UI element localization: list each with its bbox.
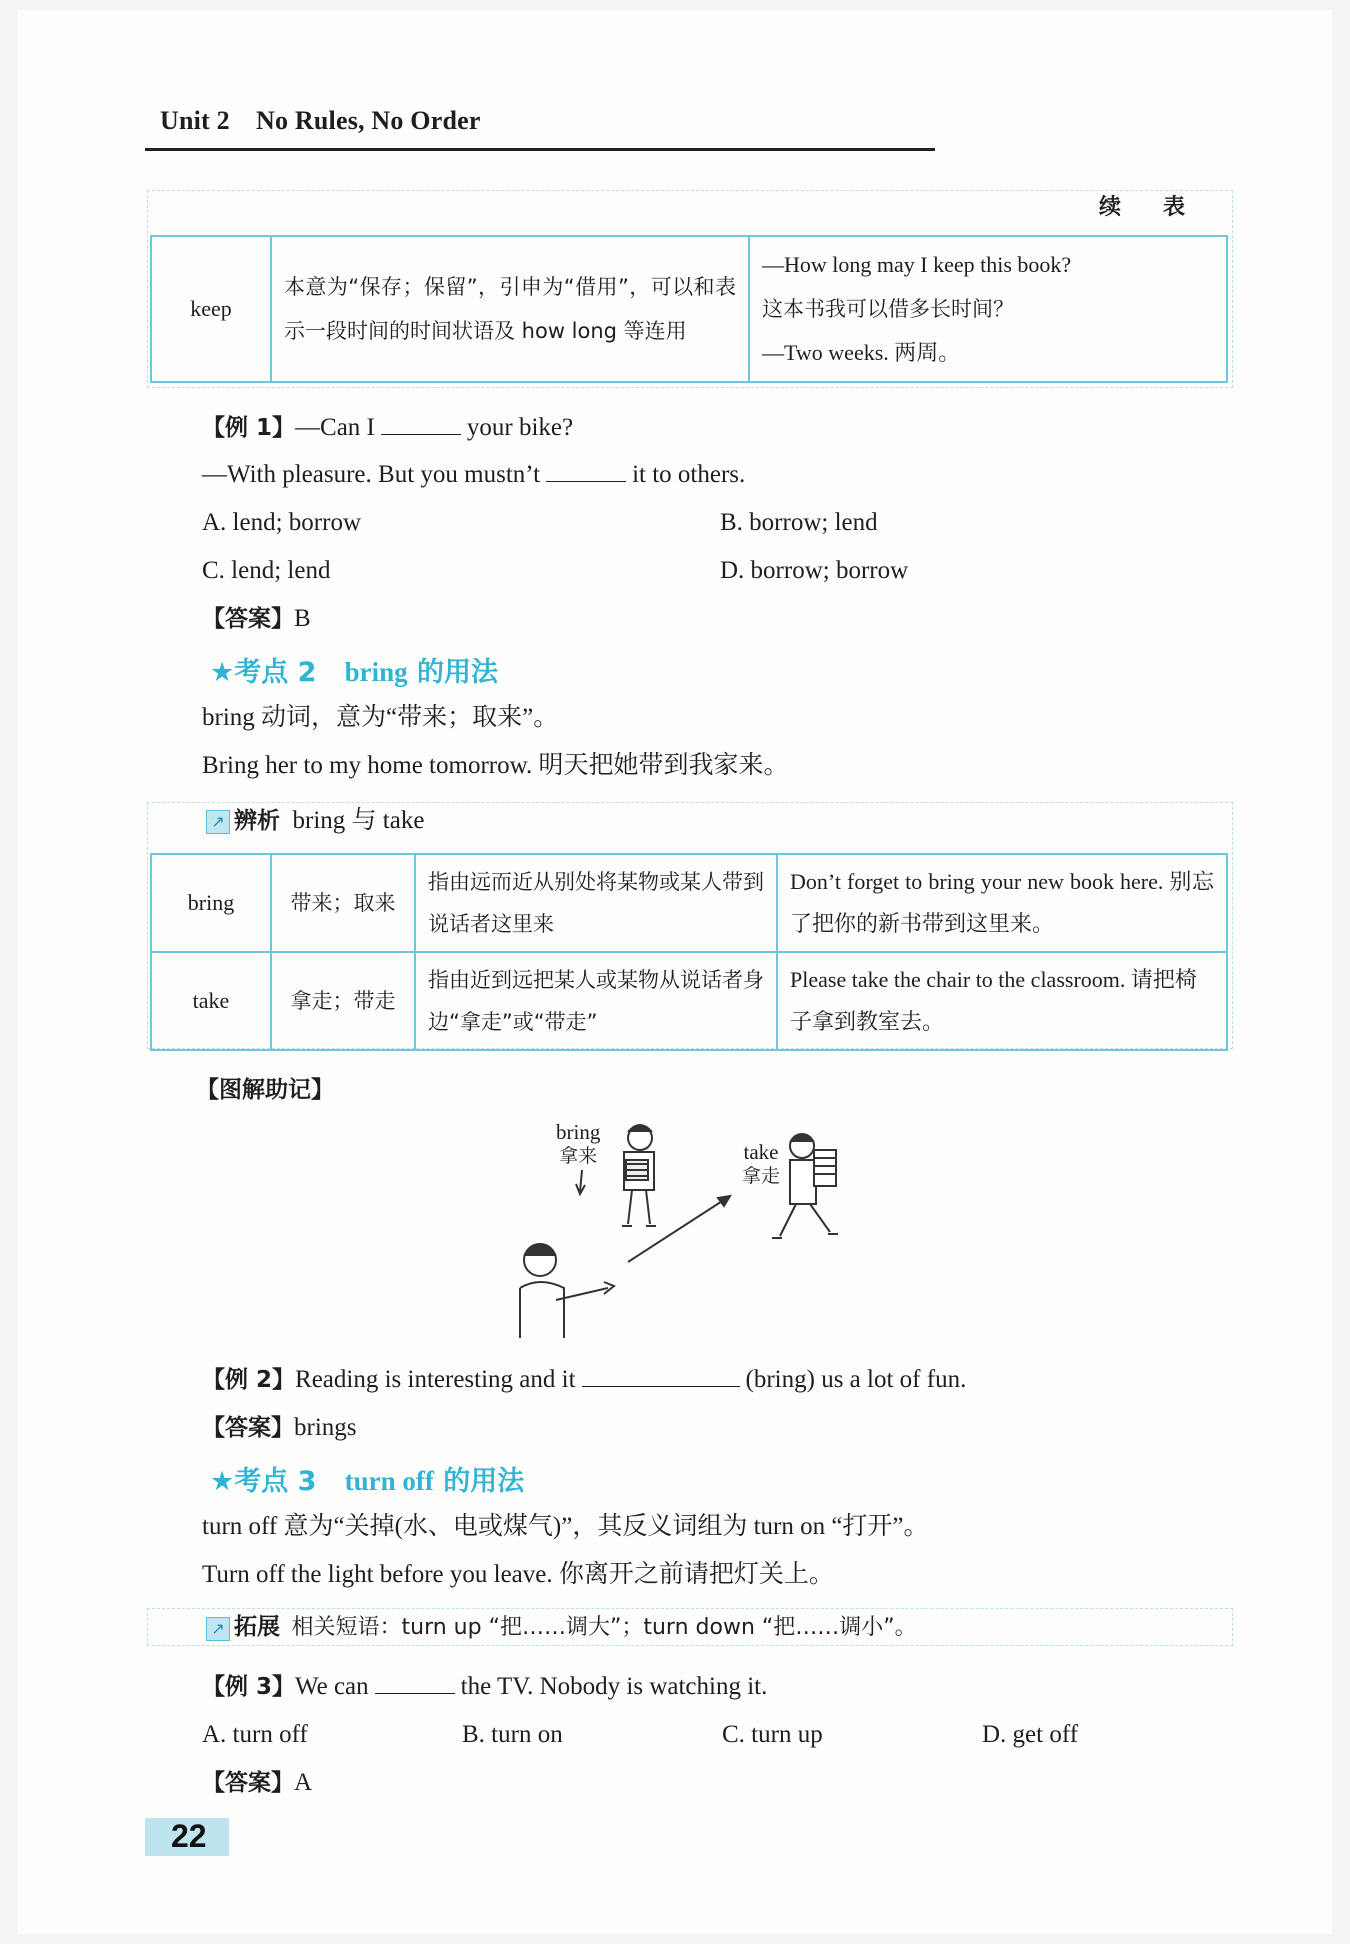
answer-value: brings bbox=[294, 1414, 357, 1441]
answer-value: A bbox=[294, 1769, 313, 1796]
example3-suffix: the TV. Nobody is watching it. bbox=[460, 1673, 768, 1700]
example2-suffix: (bring) us a lot of fun. bbox=[745, 1366, 967, 1393]
point3-word: turn off bbox=[344, 1466, 434, 1496]
example1-question bbox=[202, 411, 573, 445]
compare-word: take bbox=[151, 952, 271, 1050]
keep-example-3: —Two weeks. 两周。 bbox=[762, 340, 961, 365]
page-number: 22 bbox=[171, 1818, 207, 1854]
compare-usage: 指由远而近从别处将某物或某人带到说话者这里来 bbox=[415, 854, 777, 952]
blank bbox=[375, 1671, 455, 1694]
example1-label: 【例 1】 bbox=[202, 415, 296, 441]
people-drawing bbox=[500, 1110, 880, 1340]
compare-example: Don’t forget to bring your new book here. 别忘了把你的新书带到这里来。 bbox=[777, 854, 1227, 952]
option-a: A. turn off bbox=[202, 1721, 308, 1748]
arrow-icon: ↗ bbox=[206, 1617, 230, 1641]
point3-title: 考点 3 bbox=[234, 1466, 317, 1497]
example2-question bbox=[202, 1363, 966, 1397]
answer-value: B bbox=[294, 605, 311, 632]
example3-label: 【例 3】 bbox=[202, 1674, 296, 1700]
point2-suffix: 的用法 bbox=[417, 657, 499, 688]
bring-caption-zh: 拿来 bbox=[559, 1145, 598, 1167]
example2-label: 【例 2】 bbox=[202, 1367, 296, 1393]
compare-meaning: 拿走；带走 bbox=[271, 952, 415, 1050]
compare-meaning: 带来；取来 bbox=[271, 854, 415, 952]
page-number-tab bbox=[145, 1818, 229, 1856]
point2-line1: bring 动词，意为“带来；取来”。 bbox=[202, 704, 559, 731]
example1-q1-suffix: your bike? bbox=[466, 414, 574, 441]
example2-prefix: Reading is interesting and it bbox=[295, 1366, 576, 1393]
compare-example: Please take the chair to the classroom. 请把椅子拿到教室去。 bbox=[777, 952, 1227, 1050]
continued-label: 续 表 bbox=[1098, 195, 1195, 220]
example1-q2-suffix: it to others. bbox=[632, 461, 746, 488]
example1-answer bbox=[202, 602, 311, 636]
blank bbox=[381, 412, 461, 435]
answer-label: 【答案】 bbox=[202, 1770, 294, 1796]
option-a: A. lend; borrow bbox=[202, 509, 361, 536]
table-row bbox=[151, 854, 1227, 952]
point3-line2: Turn off the light before you leave. 你离开之前请把灯关上。 bbox=[202, 1561, 834, 1588]
star-icon: ★ bbox=[210, 1466, 235, 1497]
extend-tag: 拓展 bbox=[234, 1614, 280, 1640]
analysis-tag: 辨析 bbox=[234, 808, 280, 834]
memory-label bbox=[196, 1073, 334, 1107]
keep-table bbox=[150, 235, 1228, 383]
option-d: D. borrow; borrow bbox=[720, 557, 909, 584]
example1-question-2 bbox=[202, 458, 745, 492]
option-b: B. borrow; lend bbox=[720, 509, 878, 536]
example3-prefix: We can bbox=[295, 1673, 369, 1700]
example3-question bbox=[202, 1670, 767, 1704]
unit-header: Unit 2 No Rules, No Order bbox=[160, 106, 481, 135]
point3-suffix: 的用法 bbox=[443, 1466, 525, 1497]
point2-word: bring bbox=[344, 657, 408, 687]
take-caption-en: take bbox=[743, 1140, 779, 1164]
arrow-icon: ↗ bbox=[206, 810, 230, 834]
keep-examples bbox=[749, 236, 1227, 382]
option-b: B. turn on bbox=[462, 1721, 563, 1748]
keep-word: keep bbox=[151, 236, 271, 382]
keep-example-1: —How long may I keep this book? bbox=[762, 252, 1072, 277]
example1-q2-prefix: —With pleasure. But you mustn’t bbox=[202, 461, 541, 488]
answer-label: 【答案】 bbox=[202, 1415, 294, 1441]
take-caption-zh: 拿走 bbox=[742, 1165, 781, 1187]
option-c: C. turn up bbox=[722, 1721, 823, 1748]
example1-q1-prefix: —Can I bbox=[295, 414, 375, 441]
analysis-text: bring 与 take bbox=[292, 807, 425, 834]
bring-take-illustration bbox=[500, 1110, 880, 1340]
bring-caption-en: bring bbox=[556, 1120, 601, 1144]
keep-example-2: 这本书我可以借多长时间？ bbox=[762, 297, 1014, 321]
compare-table bbox=[150, 853, 1228, 1051]
example3-answer bbox=[202, 1766, 312, 1800]
blank bbox=[546, 459, 626, 482]
option-c: C. lend; lend bbox=[202, 557, 331, 584]
compare-usage: 指由近到远把某人或某物从说话者身边“拿走”或“带走” bbox=[415, 952, 777, 1050]
analysis-heading bbox=[206, 804, 424, 838]
point2-line2: Bring her to my home tomorrow. 明天把她带到我家来。 bbox=[202, 752, 789, 779]
header-rule bbox=[145, 148, 935, 151]
point2-heading bbox=[210, 650, 498, 689]
answer-label: 【答案】 bbox=[202, 606, 294, 632]
keep-usage: 本意为“保存；保留”，引申为“借用”，可以和表示一段时间的时间状语及 how long 等连用 bbox=[271, 236, 749, 382]
point3-heading bbox=[210, 1459, 524, 1498]
compare-word: bring bbox=[151, 854, 271, 952]
blank bbox=[582, 1364, 740, 1387]
point3-line1: turn off 意为“关掉(水、电或煤气)”，其反义词组为 turn on “打开”。 bbox=[202, 1513, 929, 1540]
extend-line bbox=[206, 1610, 917, 1645]
point2-title: 考点 2 bbox=[234, 657, 317, 688]
extend-text: 相关短语：turn up “把……调大”；turn down “把……调小”。 bbox=[291, 1615, 917, 1640]
star-icon: ★ bbox=[210, 657, 235, 688]
example2-answer bbox=[202, 1411, 357, 1445]
table-row bbox=[151, 952, 1227, 1050]
memory-label-text: 【图解助记】 bbox=[196, 1077, 334, 1103]
option-d: D. get off bbox=[982, 1721, 1079, 1748]
